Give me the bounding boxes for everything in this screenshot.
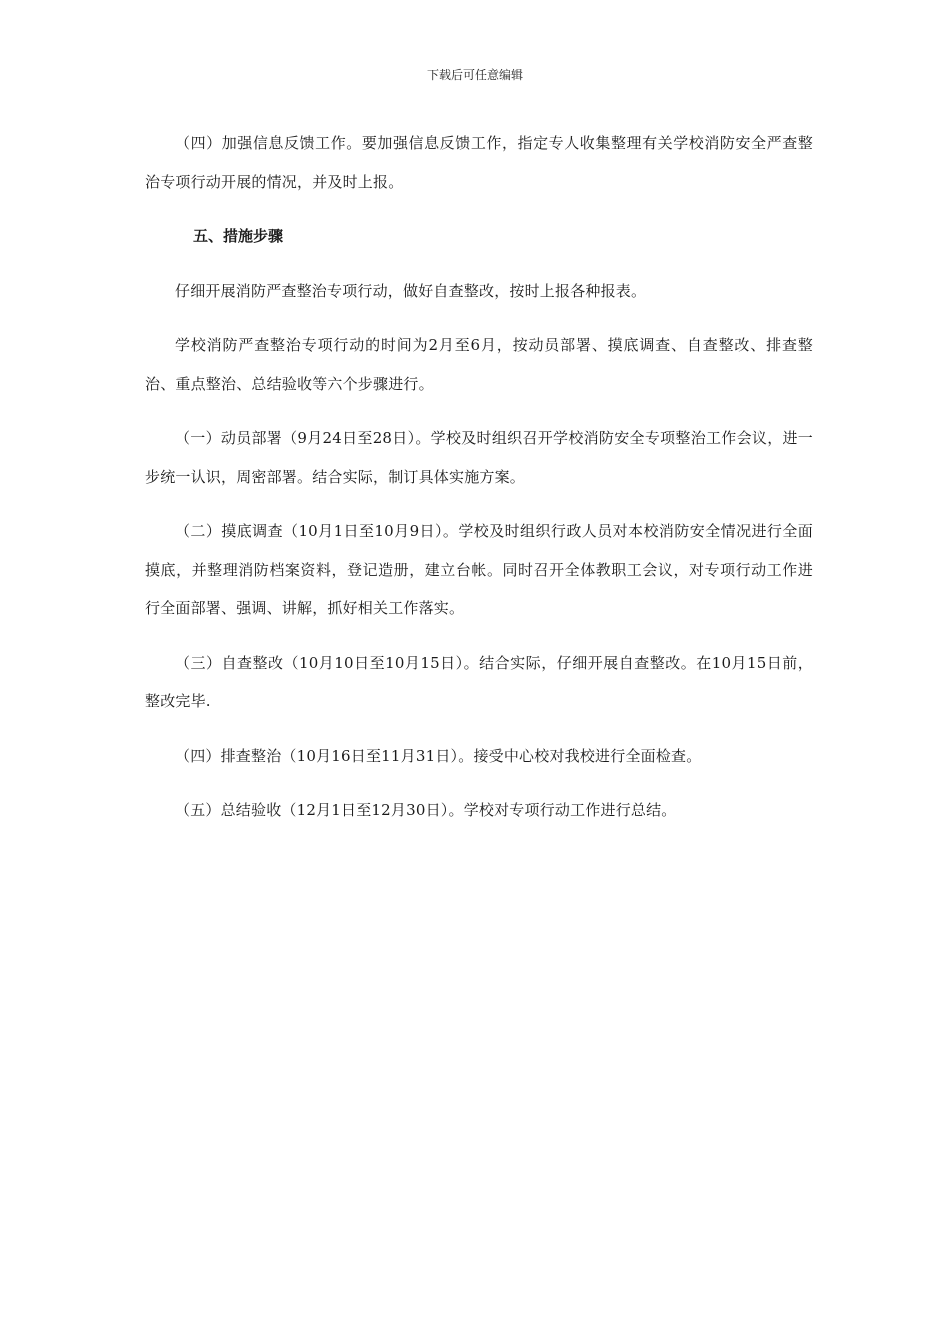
paragraph-overview: 仔细开展消防严查整治专项行动，做好自查整改，按时上报各种报表。 xyxy=(175,281,647,300)
paragraph-step-survey: （二）摸底调查（10月1日至10月9日）。学校及时组织行政人员对本校消防安全情况进行全面摸底，并整理消防档案资料，登记造册，建立台帐。同时召开全体教职工会议，对专项行动工作进行全面部署、强调、讲解，抓好相关工作落实。 xyxy=(145,522,813,617)
page-header-note: 下载后可任意编辑 xyxy=(426,68,523,82)
paragraph-step-summary: （五）总结验收（12月1日至12月30日）。学校对专项行动工作进行总结。 xyxy=(175,801,677,819)
paragraph-info-feedback: （四）加强信息反馈工作。要加强信息反馈工作，指定专人收集整理有关学校消防安全严查整治专项行动开展的情况，并及时上报。 xyxy=(145,134,813,191)
document-body xyxy=(145,124,813,846)
paragraph-step-self-check: （三）自查整改（10月10日至10月15日）。结合实际，仔细开展自查整改。在10月15日前，整改完毕. xyxy=(145,653,813,710)
section-heading-measures: 五、措施步骤 xyxy=(193,227,284,245)
paragraph-timeline: 学校消防严查整治专项行动的时间为2月至6月，按动员部署、摸底调查、自查整改、排查整治、重点整治、总结验收等六个步骤进行。 xyxy=(145,336,813,393)
paragraph-step-mobilize: （一）动员部署（9月24日至28日）。学校及时组织召开学校消防安全专项整治工作会议，进一步统一认识，周密部署。结合实际，制订具体实施方案。 xyxy=(145,429,813,486)
paragraph-step-inspection: （四）排查整治（10月16日至11月31日）。接受中心校对我校进行全面检查。 xyxy=(175,746,702,765)
